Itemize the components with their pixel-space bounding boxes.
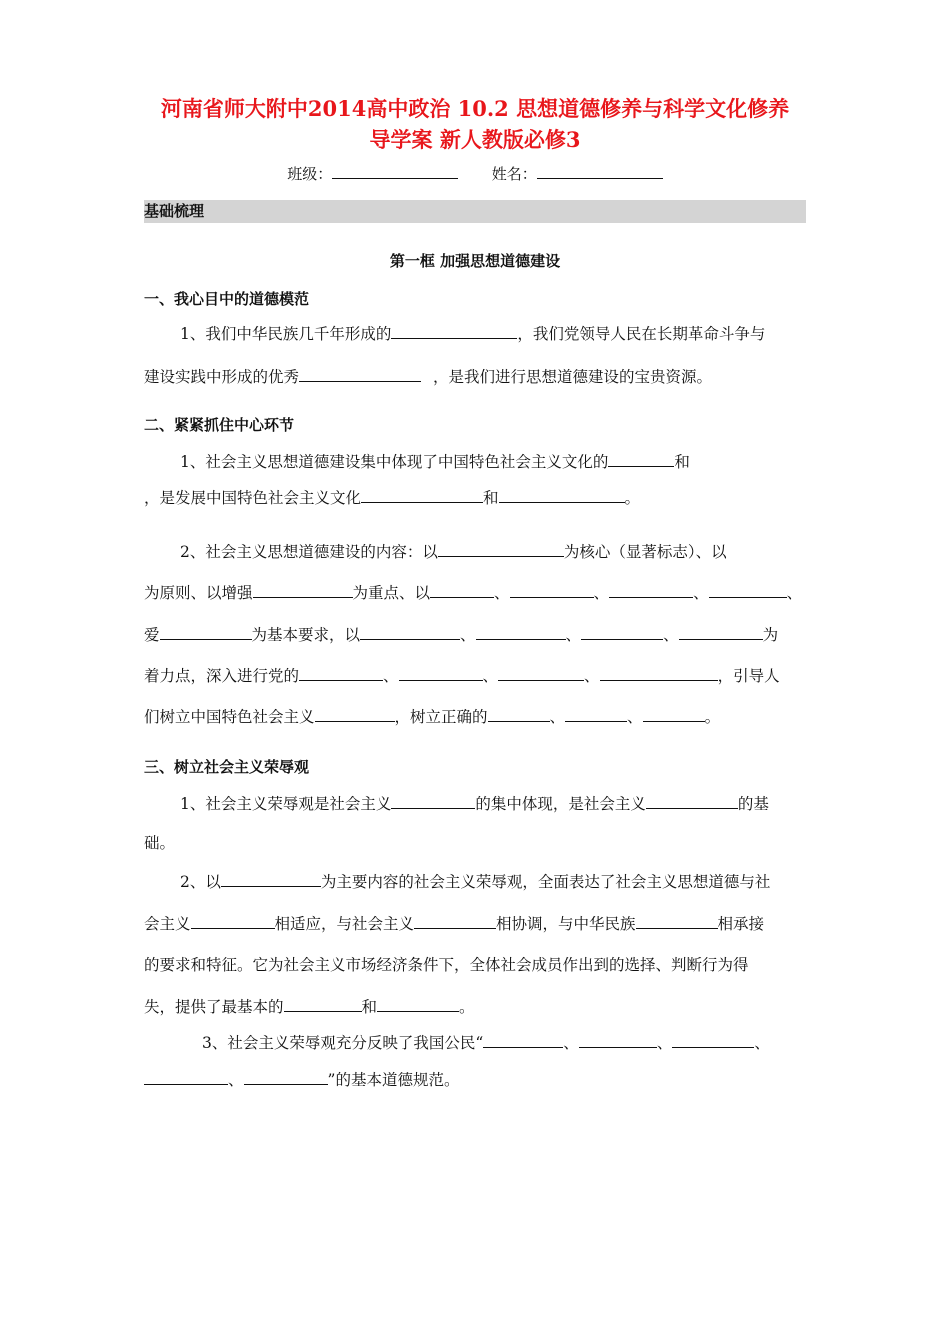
blank[interactable] [315, 707, 395, 722]
blank[interactable] [636, 914, 718, 929]
text: 、 [584, 667, 600, 685]
text: 。 [459, 998, 475, 1016]
text: 。 [624, 489, 641, 507]
blank[interactable] [221, 872, 321, 887]
text: 为 [762, 626, 779, 644]
text: 、 [228, 1071, 244, 1089]
blank[interactable] [253, 583, 353, 598]
text: 相协调，与中华民族 [496, 915, 636, 933]
text: 和 [361, 998, 378, 1016]
blank[interactable] [565, 707, 627, 722]
s3-a-line-1 [144, 793, 842, 815]
blank[interactable] [361, 488, 483, 503]
blank[interactable] [579, 1033, 657, 1048]
blank[interactable] [144, 1070, 228, 1085]
blank[interactable] [499, 488, 625, 503]
text: 。 [704, 708, 721, 726]
blank[interactable] [709, 583, 787, 598]
text: 爱 [144, 626, 160, 644]
text: 会主义 [144, 915, 191, 933]
text: 的基 [737, 795, 769, 813]
text: ，是我们进行思想道德建设的宝贵资源。 [433, 368, 713, 386]
text: 、 [494, 584, 510, 602]
text: 们树立中国特色社会主义 [144, 708, 315, 726]
frame-title: 第一框 加强思想道德建设 [389, 252, 561, 270]
text: 1、社会主义荣辱观是社会主义 [180, 795, 392, 813]
text: 相承接 [717, 915, 765, 933]
s3-c-line-2 [144, 1069, 806, 1091]
text: 、 [593, 584, 610, 602]
class-blank[interactable] [332, 164, 458, 179]
text: 、 [563, 1034, 579, 1052]
text: 为原则、以增强 [144, 584, 253, 602]
text: 着力点，深入进行党的 [144, 667, 300, 685]
blank[interactable] [391, 324, 517, 339]
blank[interactable] [646, 794, 738, 809]
blank[interactable] [299, 367, 421, 382]
blank[interactable] [608, 452, 674, 467]
class-name-row [0, 163, 950, 185]
text: 、 [656, 1034, 673, 1052]
blank[interactable] [160, 625, 252, 640]
blank[interactable] [600, 666, 718, 681]
text: 、 [549, 708, 566, 726]
s2-p1 [144, 451, 842, 473]
name-blank[interactable] [537, 164, 663, 179]
blank[interactable] [191, 914, 275, 929]
blank[interactable] [391, 794, 475, 809]
text: 相适应，与社会主义 [274, 915, 415, 933]
s3-b-line-2 [144, 913, 806, 935]
blank[interactable] [510, 583, 594, 598]
text: 2、社会主义思想道德建设的内容：以 [180, 543, 438, 561]
text: 、 [786, 584, 803, 602]
blank[interactable] [399, 666, 483, 681]
s3-c-line-1 [144, 1032, 864, 1054]
text: 1、社会主义思想道德建设集中体现了中国特色社会主义文化的 [180, 453, 609, 471]
blank[interactable] [483, 1033, 563, 1048]
blank[interactable] [438, 542, 564, 557]
section-heading-3: 三、树立社会主义荣辱观 [144, 758, 310, 776]
blank[interactable] [299, 666, 383, 681]
text: 2、以 [180, 873, 221, 891]
blank[interactable] [360, 625, 460, 640]
s2-q-line-4 [144, 665, 806, 687]
blank[interactable] [414, 914, 496, 929]
text: 的要求和特征。它为社会主义市场经济条件下，全体社会成员作出到的选择、判断行为得 [144, 956, 749, 974]
section-heading-1: 一、我心目中的道德模范 [144, 290, 310, 308]
s3-b-line-4 [144, 996, 806, 1018]
text: 为基本要求，以 [251, 626, 361, 644]
text: 、 [663, 626, 679, 644]
text: 、 [627, 708, 643, 726]
text: 础。 [144, 834, 176, 852]
s3-b-line-1 [144, 871, 842, 893]
blank[interactable] [679, 625, 763, 640]
blank[interactable] [672, 1033, 754, 1048]
blank[interactable] [244, 1070, 328, 1085]
text: 、 [565, 626, 582, 644]
text: 的集中体现，是社会主义 [475, 795, 646, 813]
s2-q-line-3 [144, 624, 806, 646]
class-label: 班级： [287, 165, 333, 183]
document-title-line1: 河南省师大附中2014高中政治 10.2 思想道德修养与科学文化修养 [160, 96, 790, 121]
blank[interactable] [581, 625, 663, 640]
text: 建设实践中形成的优秀 [144, 368, 300, 386]
text: 1、我们中华民族几千年形成的 [180, 325, 392, 343]
section-bar [144, 200, 806, 223]
text: 为核心（显著标志）、以 [563, 543, 727, 561]
blank[interactable] [476, 625, 566, 640]
text: ”的基本道德规范。 [327, 1071, 460, 1089]
s3-b-line-3 [144, 954, 806, 976]
text: 和 [483, 489, 499, 507]
blank[interactable] [488, 707, 550, 722]
text: 、 [383, 667, 399, 685]
blank[interactable] [643, 707, 705, 722]
text: 失，提供了最基本的 [144, 998, 284, 1016]
blank[interactable] [284, 997, 362, 1012]
document-title-line2: 导学案 新人教版必修3 [369, 127, 581, 152]
text: 3、社会主义荣辱观充分反映了我国公民“ [202, 1034, 484, 1052]
text: 、 [754, 1034, 770, 1052]
blank[interactable] [609, 583, 693, 598]
text: ，是发展中国特色社会主义文化 [144, 489, 362, 507]
name-label: 姓名： [491, 165, 537, 183]
text: 、 [693, 584, 709, 602]
s2-q-line-1 [144, 541, 842, 563]
text: 为重点、以 [352, 584, 431, 602]
blank[interactable] [430, 583, 494, 598]
s1-line-1 [144, 323, 842, 345]
text: ，树立正确的 [394, 708, 488, 726]
text: ，引导人 [717, 667, 780, 685]
text: ，我们党领导人民在长期革命斗争与 [517, 325, 766, 343]
section-bar-label: 基础梳理 [144, 202, 205, 220]
blank[interactable] [498, 666, 584, 681]
s2-q-line-5 [144, 706, 806, 728]
blank[interactable] [377, 997, 459, 1012]
text: 、 [460, 626, 476, 644]
s3-a-line-2 [144, 832, 806, 854]
text: 和 [674, 453, 690, 471]
section-heading-2: 二、紧紧抓住中心环节 [144, 416, 295, 434]
text: 、 [482, 667, 499, 685]
text: 为主要内容的社会主义荣辱观，全面表达了社会主义思想道德与社 [320, 873, 771, 891]
s1-line-2 [144, 366, 806, 388]
s2-q-line-2 [144, 582, 806, 604]
s2-p2 [144, 487, 806, 509]
